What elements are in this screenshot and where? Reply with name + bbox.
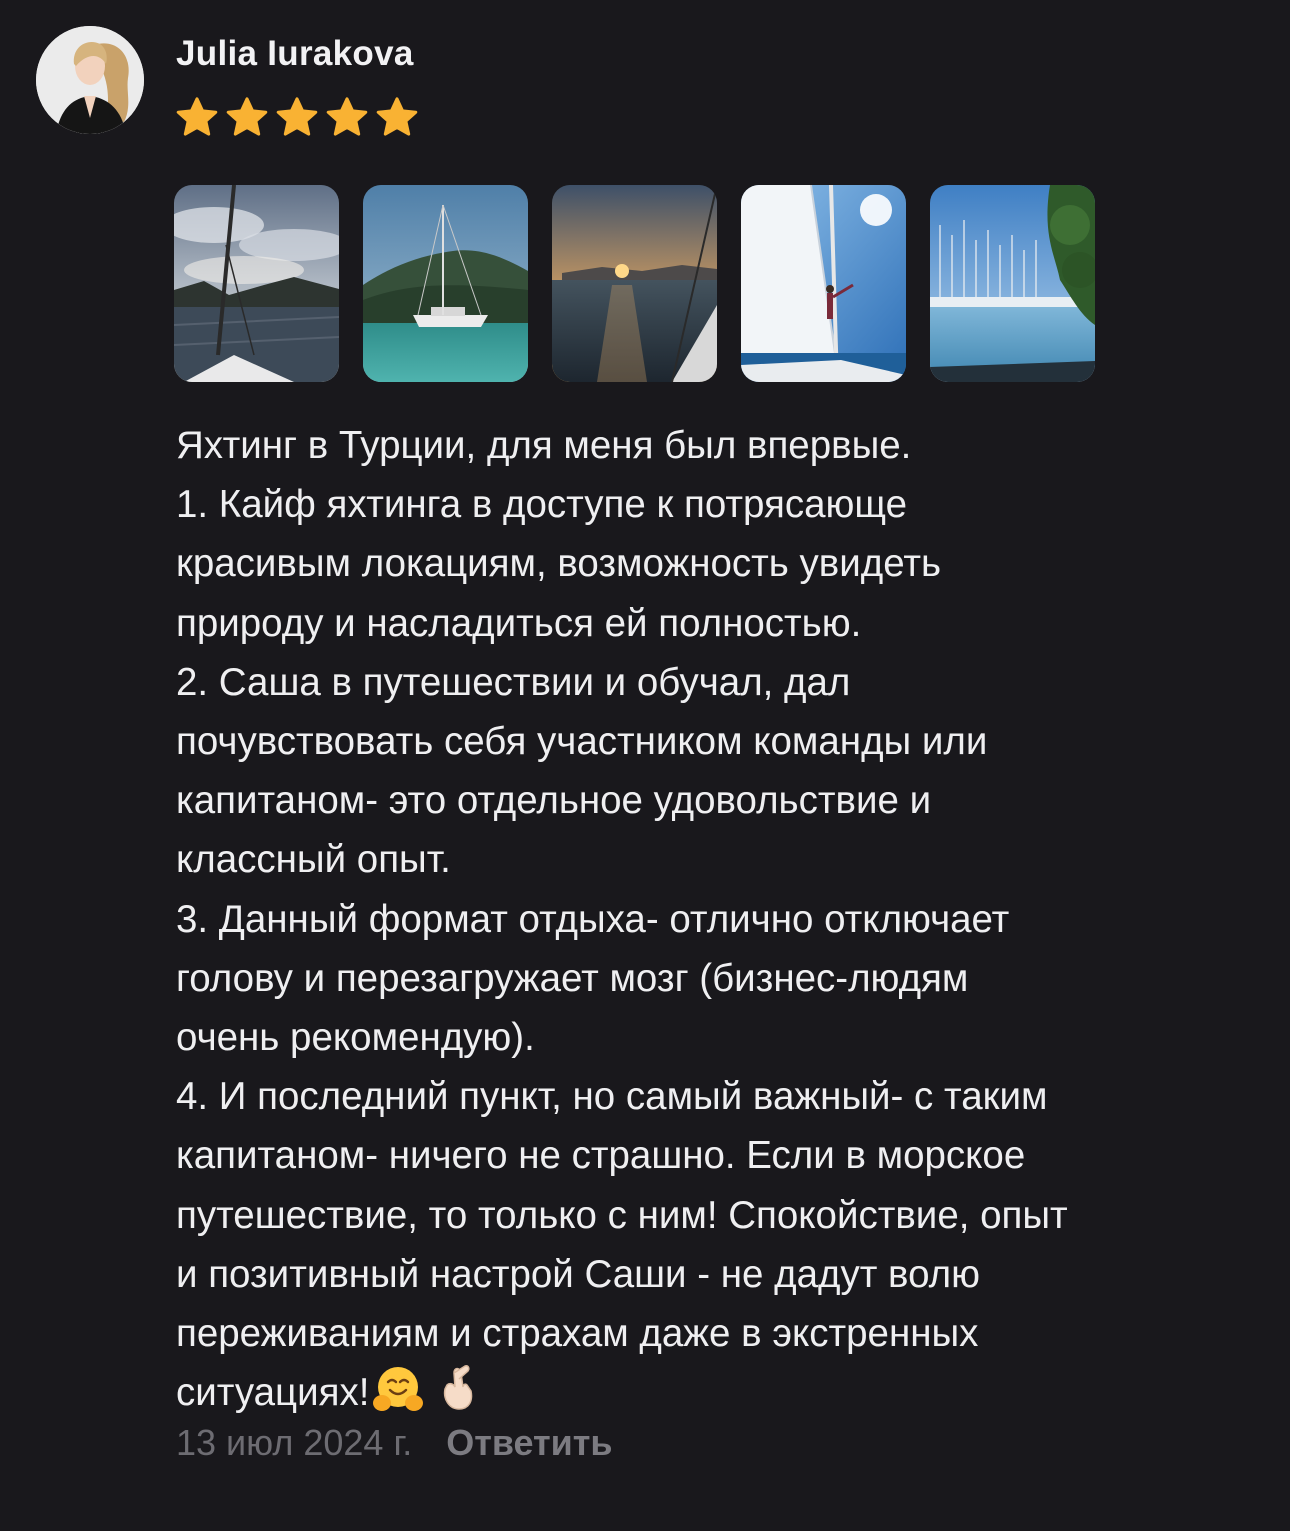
star-icon [174,96,220,140]
photo-cloudy-bay-icon [174,185,339,382]
review-footer [176,1422,613,1464]
photo-thumbnail[interactable] [741,185,906,382]
photo-thumbnail[interactable] [363,185,528,382]
photo-thumbnail[interactable] [930,185,1095,382]
author-name[interactable]: Julia Iurakova [176,34,414,73]
review-text-line: 1. Кайф яхтинга в доступе к потрясающе [176,483,908,527]
author-avatar[interactable] [36,26,144,134]
review-text-line: 4. И последний пункт, но самый важный- с таким [176,1075,1048,1119]
review-text-line: капитаном- это отдельное удовольствие и [176,779,932,823]
star-icon [324,96,370,140]
review-text-line: переживаниям и страхам даже в экстренных [176,1312,979,1356]
photo-sunset-sea-icon [552,185,717,382]
photo-sail-climber-icon [741,185,906,382]
review-date: 13 июл 2024 г. [176,1422,413,1463]
review-photos [174,185,1095,382]
review-text-last-line [176,1363,1266,1422]
photo-thumbnail[interactable] [174,185,339,382]
star-icon [374,96,420,140]
reply-button[interactable]: Ответить [446,1422,613,1463]
hugging-face-emoji-icon [371,1363,425,1413]
review-text-line: классный опыт. [176,838,451,882]
review-text-line: почувствовать себя участником команды или [176,720,988,764]
review-text-line: голову и перезагружает мозг (бизнес-людям [176,956,969,1000]
review-text-line: и позитивный настрой Саши - не дадут волю [176,1252,980,1296]
review-text-line: Яхтинг в Турции, для меня был впервые. [176,424,912,467]
photo-marina-icon [930,185,1095,382]
photo-yacht-anchored-icon [363,185,528,382]
review-text-line: капитаном- ничего не страшно. Если в морское [176,1134,1026,1178]
review-text-line: красивым локациям, возможность увидеть [176,542,942,586]
photo-thumbnail[interactable] [552,185,717,382]
review-text-line: ситуациях! [176,1371,370,1415]
review-text-line: природу и насладиться ей полностью. [176,601,862,645]
review-text-line: путешествие, то только с ним! Спокойствие, опыт [176,1193,1068,1237]
star-icon [224,96,270,140]
review-text-line: 2. Саша в путешествии и обучал, дал [176,660,851,704]
review-text [176,416,1266,1422]
review-text-line: 3. Данный формат отдыха- отлично отключает [176,897,1010,941]
review-text-line: очень рекомендую). [176,1016,535,1060]
crossed-fingers-emoji-icon [437,1363,479,1413]
rating-stars [174,96,420,140]
star-icon [274,96,320,140]
